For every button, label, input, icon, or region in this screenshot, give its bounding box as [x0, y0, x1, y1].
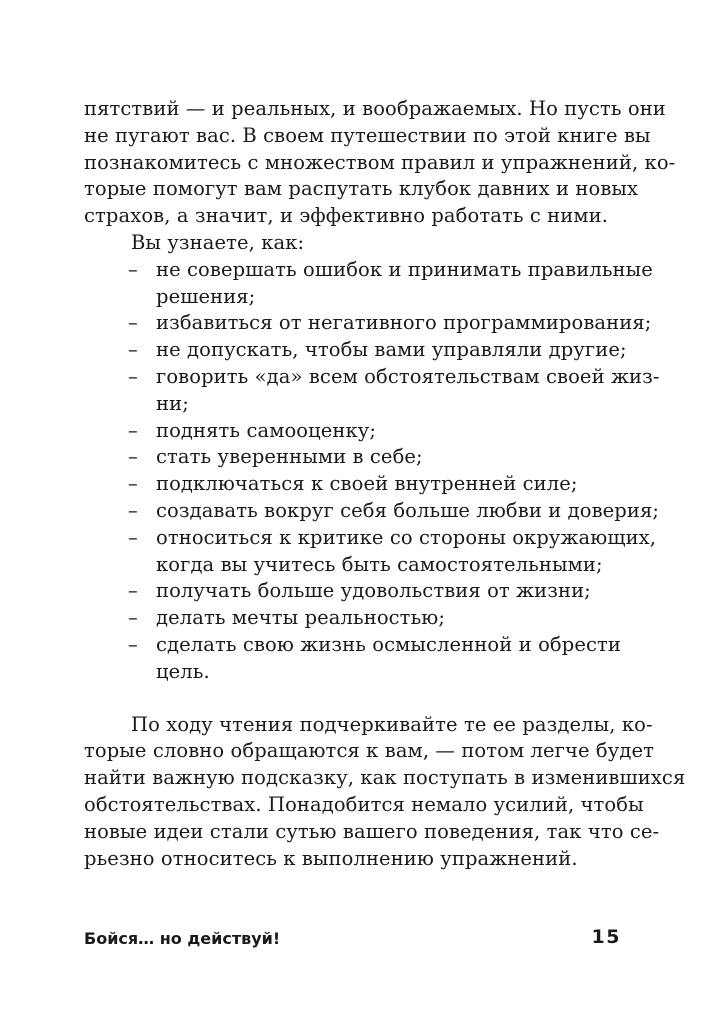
list-item-line: поднять самооценку; [156, 418, 377, 442]
paragraph-line: познакомитесь с множеством правил и упражнений, ко- [84, 150, 676, 174]
dash-marker: – [128, 606, 138, 630]
page-body [84, 96, 686, 872]
dash-marker: – [128, 498, 138, 522]
list-item-line: не совершать ошибок и принимать правильные [156, 257, 653, 281]
list-item-line: подключаться к своей внутренней силе; [156, 472, 578, 496]
list-item [84, 444, 621, 471]
paragraph-line: рьезно относитесь к выполнению упражнений. [84, 846, 578, 870]
dash-marker: – [128, 525, 138, 549]
paragraph-line: страхов, а значит, и эффективно работать с ними. [84, 204, 609, 228]
list-item-line: получать больше удовольствия от жизни; [156, 579, 591, 603]
dash-marker: – [128, 364, 138, 388]
dash-marker: – [128, 338, 138, 362]
paragraph-line: новые идеи стали сутью вашего поведения, так что се- [84, 819, 660, 843]
list-item-line: относиться к критике со стороны окружающих, [156, 525, 657, 549]
paragraph-gap [84, 686, 621, 712]
dash-marker: – [128, 445, 138, 469]
paragraph-line: торые помогут вам распутать клубок давних и новых [84, 177, 639, 201]
list-item [84, 525, 657, 579]
dash-marker: – [128, 632, 138, 656]
paragraph-line: не пугают вас. В своем путешествии по этой книге вы [84, 123, 651, 147]
page-number: 15 [591, 926, 621, 948]
list-item-line: говорить «да» всем обстоятельствам своей жиз- [156, 364, 660, 388]
bullet-list [84, 257, 660, 686]
list-item [84, 310, 652, 337]
paragraph-line: обстоятельствах. Понадобится немало усилий, чтобы [84, 792, 644, 816]
list-item [84, 498, 660, 525]
list-item-line: делать мечты реальностью; [156, 606, 446, 630]
list-item-line: цель. [156, 659, 210, 683]
dash-marker: – [128, 311, 138, 335]
list-item-line: сделать свою жизнь осмысленной и обрести [156, 632, 621, 656]
list-item [84, 632, 621, 686]
list-item [84, 337, 627, 364]
list-item-line: не допускать, чтобы вами управляли другие; [156, 338, 627, 362]
dash-marker: – [128, 418, 138, 442]
paragraph-line: По ходу чтения подчеркивайте те ее разделы, ко- [131, 712, 653, 736]
running-footer-title: Бойся… но действуй! [84, 929, 281, 948]
list-item-line: избавиться от негативного программирования; [156, 311, 652, 335]
paragraph-line: торые словно обращаются к вам, — потом легче будет [84, 739, 654, 763]
paragraph [84, 712, 686, 873]
list-item-line: стать уверенными в себе; [156, 445, 423, 469]
list-item-line: создавать вокруг себя больше любви и доверия; [156, 498, 660, 522]
list-item [84, 257, 653, 311]
dash-marker: – [128, 579, 138, 603]
list-item-line: решения; [156, 284, 256, 308]
paragraph-line: пятствий — и реальных, и воображаемых. Но пусть они [84, 97, 666, 120]
list-item [84, 471, 621, 498]
dash-marker: – [128, 257, 138, 281]
list-item [84, 364, 660, 418]
dash-marker: – [128, 472, 138, 496]
list-item [84, 578, 621, 605]
paragraph-line: найти важную подсказку, как поступать в изменившихся [84, 766, 686, 790]
list-item [84, 418, 621, 445]
paragraph-continuation [84, 96, 676, 230]
list-item [84, 605, 621, 632]
list-item-line: когда вы учитесь быть самостоятельными; [156, 552, 603, 576]
list-item-line: ни; [156, 391, 189, 415]
list-intro: Вы узнаете, как: [131, 230, 305, 254]
